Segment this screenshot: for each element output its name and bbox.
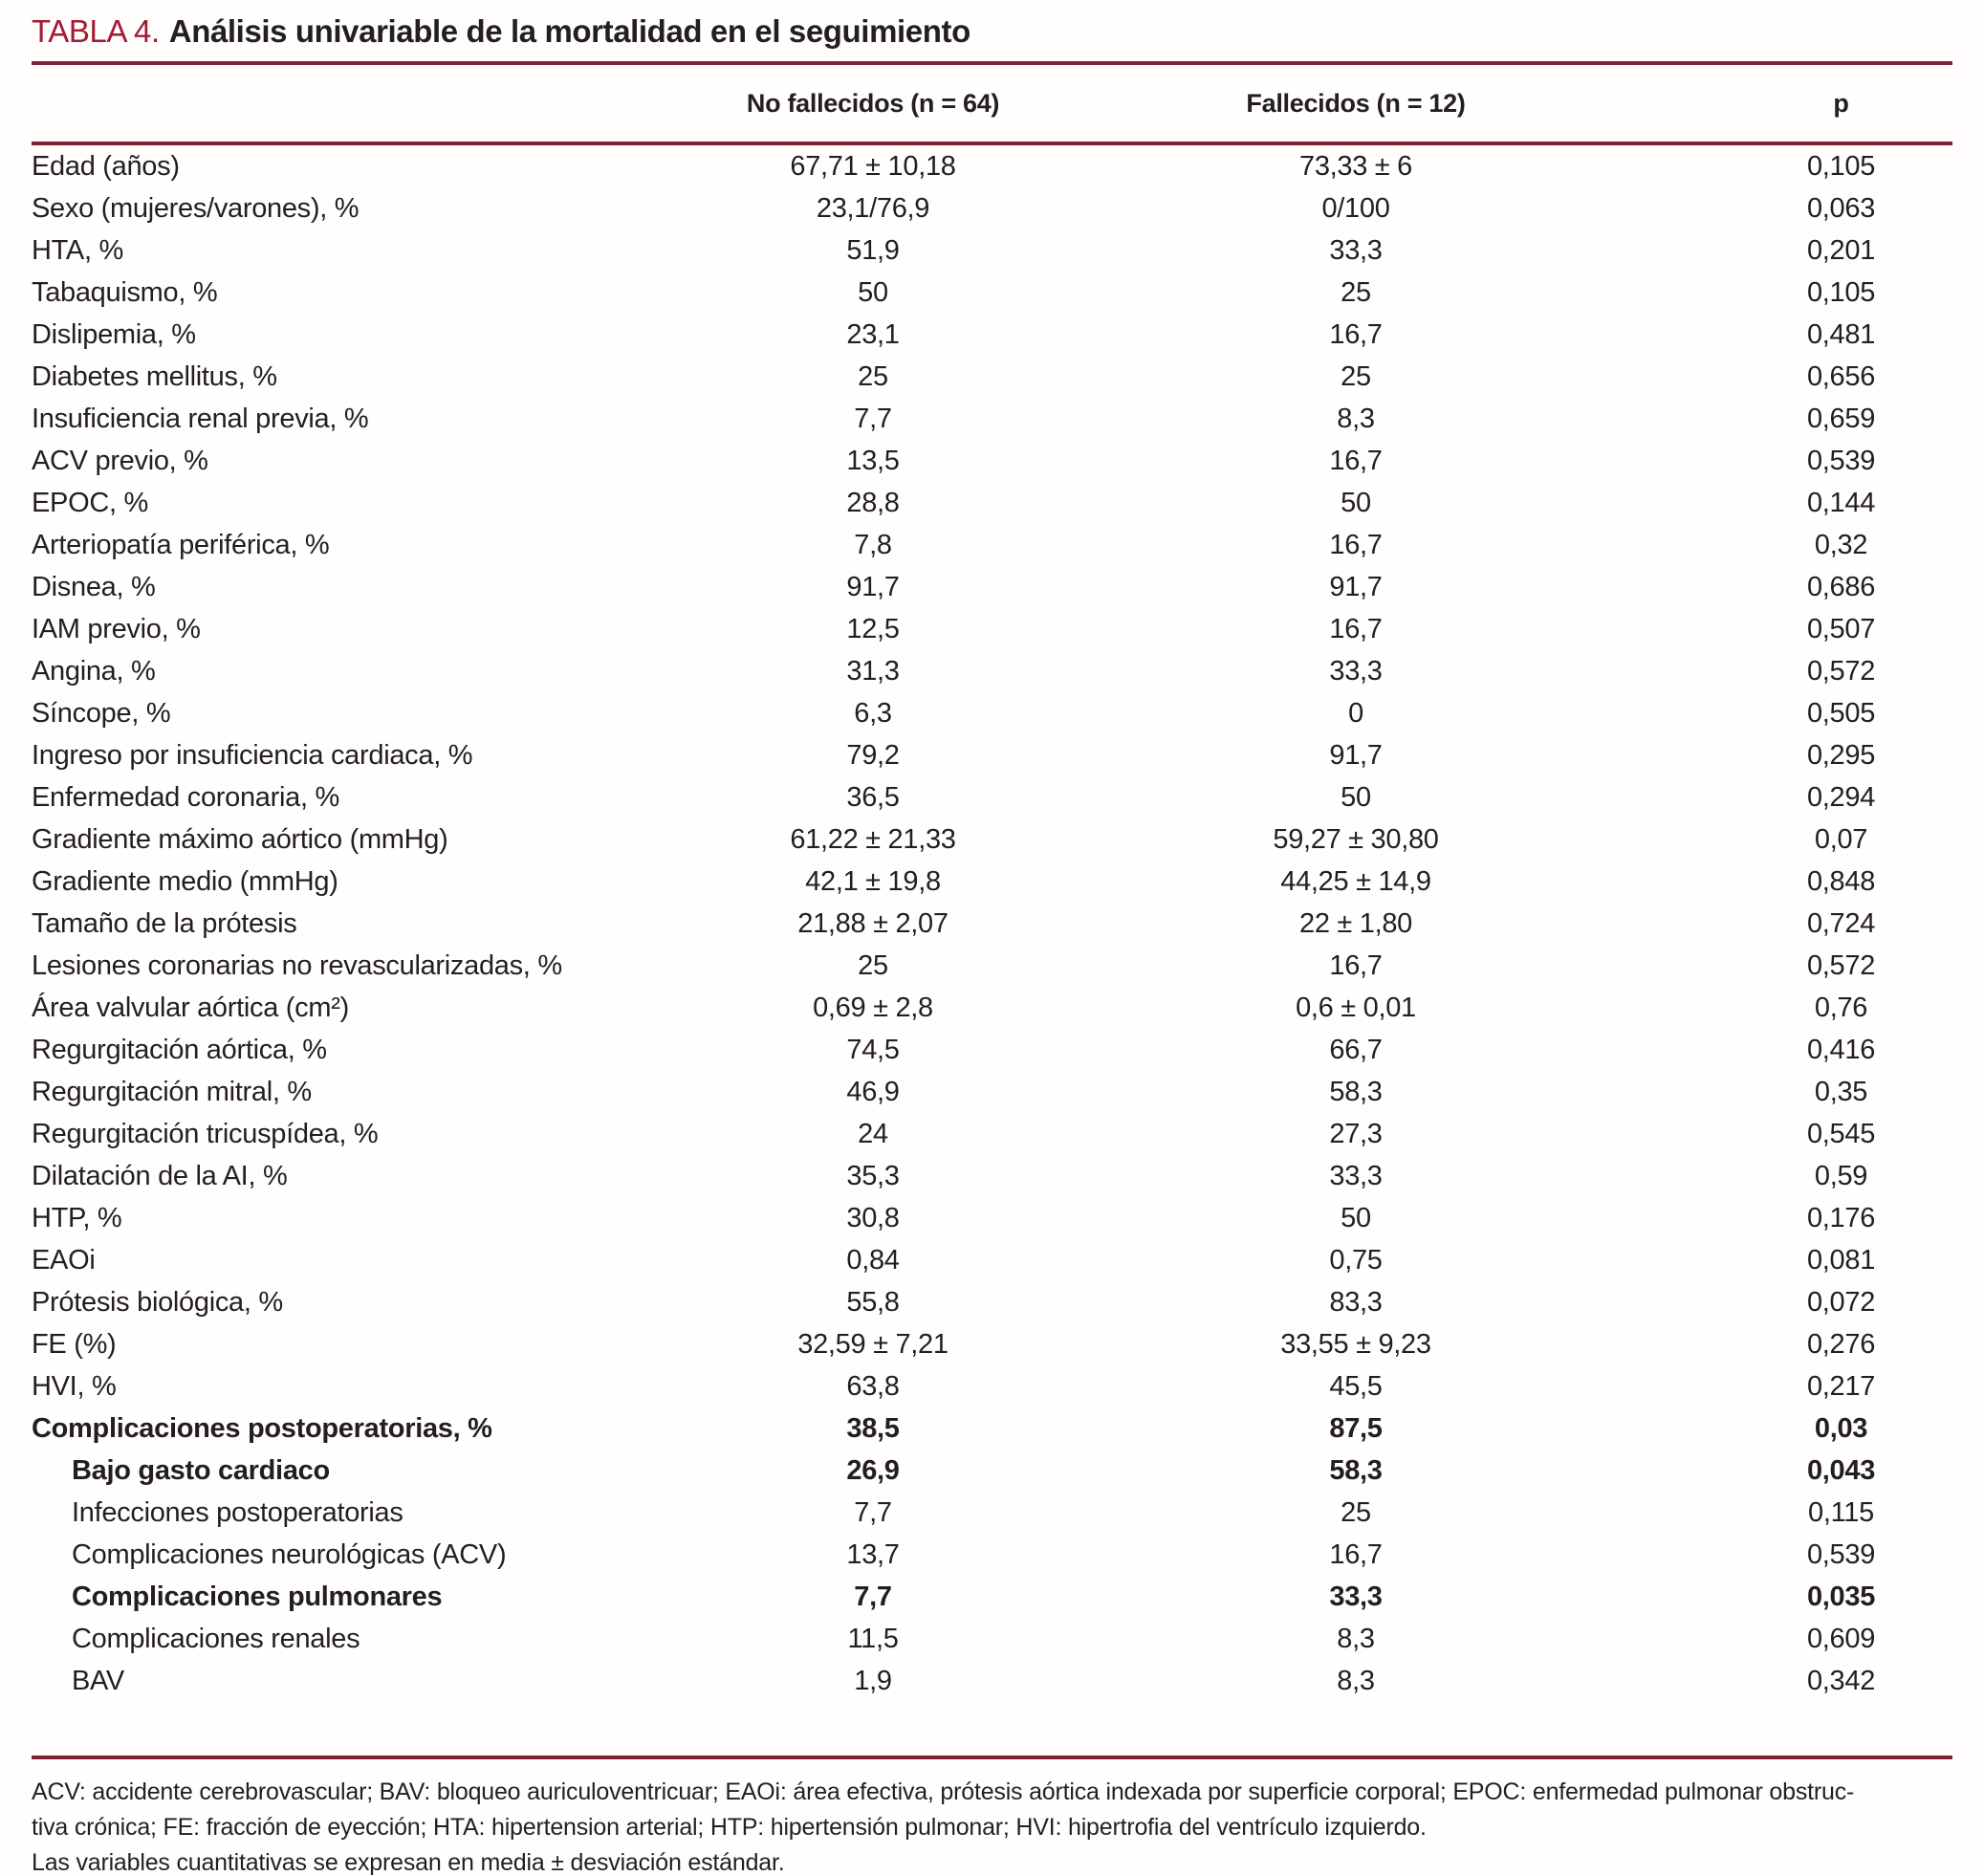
footnote-line: tiva crónica; FE: fracción de eyección; HTA: hipertension arterial; HTP: hipertensión pulmonar; HVI: hipertrofia del ventrículo izquierdo.: [32, 1814, 1427, 1841]
cell-fallecidos: 16,7: [1329, 529, 1383, 560]
table-row: [32, 650, 1952, 692]
cell-fallecidos: 0,75: [1329, 1244, 1383, 1276]
table-row: [32, 1576, 1952, 1618]
row-label: Complicaciones pulmonares: [72, 1581, 443, 1612]
cell-no-fallecidos: 91,7: [846, 571, 900, 602]
cell-p-value: 0,724: [1806, 907, 1876, 939]
row-label: EAOi: [32, 1244, 96, 1276]
cell-p-value: 0,105: [1806, 150, 1876, 182]
cell-no-fallecidos: 26,9: [846, 1454, 900, 1486]
row-label: Disnea, %: [32, 571, 156, 602]
table-row: [32, 903, 1952, 945]
cell-fallecidos: 8,3: [1337, 1623, 1375, 1654]
cell-p-value: 0,07: [1814, 823, 1868, 855]
cell-no-fallecidos: 6,3: [854, 697, 892, 729]
table-row: [32, 776, 1952, 818]
cell-no-fallecidos: 24: [858, 1118, 888, 1149]
cell-p-value: 0,539: [1806, 1538, 1876, 1570]
table-row: [32, 1365, 1952, 1407]
cell-no-fallecidos: 7,8: [854, 529, 892, 560]
cell-p-value: 0,105: [1806, 276, 1876, 308]
row-label: Síncope, %: [32, 697, 171, 729]
cell-p-value: 0,507: [1806, 613, 1876, 644]
cell-fallecidos: 83,3: [1329, 1286, 1383, 1318]
table-row: [32, 734, 1952, 776]
table-row: [32, 1113, 1952, 1155]
cell-p-value: 0,481: [1806, 318, 1876, 350]
cell-no-fallecidos: 23,1/76,9: [816, 192, 930, 224]
cell-fallecidos: 16,7: [1329, 949, 1383, 981]
cell-fallecidos: 87,5: [1329, 1412, 1383, 1444]
cell-no-fallecidos: 38,5: [846, 1412, 900, 1444]
row-label: Complicaciones renales: [72, 1623, 360, 1654]
row-label: Bajo gasto cardiaco: [72, 1454, 330, 1486]
cell-no-fallecidos: 63,8: [846, 1370, 900, 1402]
table-row: [32, 1492, 1952, 1534]
cell-fallecidos: 33,3: [1329, 655, 1383, 687]
table-row: [32, 945, 1952, 987]
table-row: [32, 1197, 1952, 1239]
cell-fallecidos: 58,3: [1329, 1076, 1383, 1107]
cell-no-fallecidos: 35,3: [846, 1160, 900, 1191]
row-label: Enfermedad coronaria, %: [32, 781, 339, 813]
row-label: Regurgitación tricuspídea, %: [32, 1118, 379, 1149]
header-fallecidos: Fallecidos (n = 12): [1246, 88, 1466, 118]
cell-p-value: 0,276: [1806, 1328, 1876, 1360]
cell-no-fallecidos: 12,5: [846, 613, 900, 644]
cell-no-fallecidos: 42,1 ± 19,8: [805, 865, 941, 897]
cell-no-fallecidos: 74,5: [846, 1034, 900, 1065]
table-row: [32, 861, 1952, 903]
cell-fallecidos: 50: [1341, 781, 1371, 813]
footnote-line: ACV: accidente cerebrovascular; BAV: bloqueo auriculoventricuar; EAOi: área efectiva, prótesis aórtica indexada por superficie corporal; EPOC: enfermedad pulmonar obstruc-: [32, 1778, 1855, 1805]
cell-no-fallecidos: 30,8: [846, 1202, 900, 1233]
cell-no-fallecidos: 28,8: [846, 487, 900, 518]
cell-p-value: 0,144: [1806, 487, 1876, 518]
table-row: [32, 187, 1952, 229]
header-no-fallecidos: No fallecidos (n = 64): [746, 88, 1000, 118]
cell-no-fallecidos: 7,7: [854, 403, 892, 434]
cell-no-fallecidos: 0,69 ± 2,8: [813, 992, 933, 1023]
cell-p-value: 0,59: [1814, 1160, 1868, 1191]
cell-p-value: 0,656: [1806, 360, 1876, 392]
row-label: Insuficiencia renal previa, %: [32, 403, 369, 434]
cell-p-value: 0,539: [1806, 445, 1876, 476]
row-label: IAM previo, %: [32, 613, 201, 644]
cell-no-fallecidos: 25: [858, 360, 888, 392]
cell-no-fallecidos: 51,9: [846, 234, 900, 266]
cell-p-value: 0,545: [1806, 1118, 1876, 1149]
cell-p-value: 0,081: [1806, 1244, 1876, 1276]
cell-fallecidos: 33,55 ± 9,23: [1280, 1328, 1431, 1360]
cell-p-value: 0,294: [1806, 781, 1876, 813]
row-label: HTA, %: [32, 234, 123, 266]
table-header-row: [32, 65, 1952, 142]
cell-fallecidos: 0: [1348, 697, 1363, 729]
cell-p-value: 0,295: [1806, 739, 1876, 771]
cell-fallecidos: 50: [1341, 1202, 1371, 1233]
table-row: [32, 1660, 1952, 1702]
row-label: Tamaño de la prótesis: [32, 907, 297, 939]
row-label: Diabetes mellitus, %: [32, 360, 277, 392]
table-row: [32, 440, 1952, 482]
row-label: FE (%): [32, 1328, 117, 1360]
table-row: [32, 1155, 1952, 1197]
cell-fallecidos: 33,3: [1329, 1581, 1383, 1612]
table-row: [32, 1281, 1952, 1323]
cell-p-value: 0,342: [1806, 1665, 1876, 1696]
cell-fallecidos: 66,7: [1329, 1034, 1383, 1065]
cell-p-value: 0,609: [1806, 1623, 1876, 1654]
row-label: Dislipemia, %: [32, 318, 196, 350]
row-label: Lesiones coronarias no revascularizadas, %: [32, 949, 562, 981]
cell-no-fallecidos: 31,3: [846, 655, 900, 687]
cell-p-value: 0,76: [1814, 992, 1868, 1023]
row-label: HTP, %: [32, 1202, 122, 1233]
table-row: [32, 145, 1952, 187]
cell-p-value: 0,572: [1806, 655, 1876, 687]
cell-no-fallecidos: 23,1: [846, 318, 900, 350]
table-row: [32, 1239, 1952, 1281]
row-label: Dilatación de la AI, %: [32, 1160, 288, 1191]
table-body: [32, 145, 1952, 1702]
cell-p-value: 0,115: [1808, 1496, 1874, 1528]
cell-no-fallecidos: 7,7: [854, 1581, 892, 1612]
row-label: Complicaciones neurológicas (ACV): [72, 1538, 507, 1570]
cell-p-value: 0,201: [1806, 234, 1876, 266]
cell-no-fallecidos: 13,5: [846, 445, 900, 476]
cell-no-fallecidos: 55,8: [846, 1286, 900, 1318]
row-label: Gradiente medio (mmHg): [32, 865, 338, 897]
table-row: [32, 692, 1952, 734]
header-p-value: p: [1833, 88, 1849, 118]
row-label: Arteriopatía periférica, %: [32, 529, 330, 560]
table-row: [32, 1029, 1952, 1071]
cell-fallecidos: 22 ± 1,80: [1298, 907, 1413, 939]
row-label: BAV: [72, 1665, 124, 1696]
cell-no-fallecidos: 50: [858, 276, 888, 308]
cell-p-value: 0,572: [1806, 949, 1876, 981]
cell-p-value: 0,32: [1814, 529, 1868, 560]
cell-fallecidos: 25: [1341, 360, 1371, 392]
table-row: [32, 398, 1952, 440]
cell-fallecidos: 16,7: [1329, 318, 1383, 350]
cell-p-value: 0,848: [1806, 865, 1876, 897]
cell-no-fallecidos: 46,9: [846, 1076, 900, 1107]
table-row: [32, 356, 1952, 398]
table-bottom-rule: [32, 1756, 1952, 1759]
cell-fallecidos: 33,3: [1329, 1160, 1383, 1191]
row-label: Complicaciones postoperatorias, %: [32, 1412, 492, 1444]
cell-no-fallecidos: 11,5: [847, 1623, 899, 1654]
table-row: [32, 482, 1952, 524]
table-footnote: [32, 1775, 1952, 1876]
cell-fallecidos: 33,3: [1329, 234, 1383, 266]
cell-p-value: 0,659: [1806, 403, 1876, 434]
cell-no-fallecidos: 0,84: [846, 1244, 900, 1276]
table-row: [32, 229, 1952, 272]
row-label: Tabaquismo, %: [32, 276, 218, 308]
table-title: Análisis univariable de la mortalidad en el seguimiento: [168, 13, 970, 49]
cell-fallecidos: 25: [1341, 276, 1371, 308]
cell-fallecidos: 50: [1341, 487, 1371, 518]
row-label: Regurgitación aórtica, %: [32, 1034, 327, 1065]
table-row: [32, 1618, 1952, 1660]
row-label: Angina, %: [32, 655, 156, 687]
row-label: Edad (años): [32, 150, 180, 182]
table-row: [32, 987, 1952, 1029]
footnote-line: Las variables cuantitativas se expresan en media ± desviación estándar.: [32, 1849, 785, 1876]
row-label: Gradiente máximo aórtico (mmHg): [32, 823, 448, 855]
cell-no-fallecidos: 61,22 ± 21,33: [790, 823, 956, 855]
cell-fallecidos: 0,6 ± 0,01: [1296, 992, 1416, 1023]
cell-fallecidos: 0/100: [1321, 192, 1390, 224]
cell-fallecidos: 8,3: [1337, 403, 1375, 434]
row-label: Regurgitación mitral, %: [32, 1076, 312, 1107]
table-row: [32, 566, 1952, 608]
row-label: Prótesis biológica, %: [32, 1286, 283, 1318]
table-caption: [32, 11, 1952, 52]
cell-no-fallecidos: 25: [858, 949, 888, 981]
row-label: EPOC, %: [32, 487, 148, 518]
cell-fallecidos: 91,7: [1329, 571, 1383, 602]
cell-p-value: 0,043: [1806, 1454, 1876, 1486]
cell-fallecidos: 27,3: [1329, 1118, 1383, 1149]
cell-p-value: 0,217: [1806, 1370, 1876, 1402]
table-row: [32, 1534, 1952, 1576]
table-row: [32, 314, 1952, 356]
cell-p-value: 0,176: [1806, 1202, 1876, 1233]
cell-p-value: 0,505: [1806, 697, 1876, 729]
cell-fallecidos: 45,5: [1329, 1370, 1383, 1402]
table-row: [32, 818, 1952, 861]
cell-fallecidos: 44,25 ± 14,9: [1280, 865, 1431, 897]
cell-no-fallecidos: 1,9: [854, 1665, 892, 1696]
cell-fallecidos: 16,7: [1329, 1538, 1383, 1570]
cell-fallecidos: 58,3: [1329, 1454, 1383, 1486]
cell-p-value: 0,072: [1806, 1286, 1876, 1318]
cell-p-value: 0,686: [1806, 571, 1876, 602]
cell-p-value: 0,063: [1806, 192, 1876, 224]
row-label: Sexo (mujeres/varones), %: [32, 192, 360, 224]
table-row: [32, 272, 1952, 314]
cell-fallecidos: 16,7: [1329, 445, 1383, 476]
cell-no-fallecidos: 7,7: [854, 1496, 892, 1528]
table-row: [32, 1450, 1952, 1492]
cell-fallecidos: 25: [1341, 1496, 1371, 1528]
row-label: ACV previo, %: [32, 445, 208, 476]
cell-no-fallecidos: 13,7: [846, 1538, 900, 1570]
cell-fallecidos: 73,33 ± 6: [1298, 150, 1413, 182]
row-label: HVI, %: [32, 1370, 117, 1402]
cell-no-fallecidos: 36,5: [846, 781, 900, 813]
table-row: [32, 1407, 1952, 1450]
row-label: Ingreso por insuficiencia cardiaca, %: [32, 739, 473, 771]
table-row: [32, 608, 1952, 650]
table-number-label: TABLA 4.: [32, 13, 160, 49]
cell-fallecidos: 8,3: [1337, 1665, 1375, 1696]
cell-fallecidos: 59,27 ± 30,80: [1273, 823, 1439, 855]
cell-no-fallecidos: 32,59 ± 7,21: [797, 1328, 948, 1360]
cell-no-fallecidos: 79,2: [846, 739, 900, 771]
cell-fallecidos: 16,7: [1329, 613, 1383, 644]
row-label: Infecciones postoperatorias: [72, 1496, 403, 1528]
cell-p-value: 0,35: [1814, 1076, 1868, 1107]
cell-no-fallecidos: 67,71 ± 10,18: [790, 150, 956, 182]
cell-p-value: 0,035: [1806, 1581, 1876, 1612]
table-row: [32, 1323, 1952, 1365]
cell-p-value: 0,416: [1806, 1034, 1876, 1065]
table-row: [32, 524, 1952, 566]
table-row: [32, 1071, 1952, 1113]
cell-no-fallecidos: 21,88 ± 2,07: [797, 907, 948, 939]
cell-p-value: 0,03: [1814, 1412, 1868, 1444]
row-label: Área valvular aórtica (cm²): [32, 992, 349, 1023]
cell-fallecidos: 91,7: [1329, 739, 1383, 771]
